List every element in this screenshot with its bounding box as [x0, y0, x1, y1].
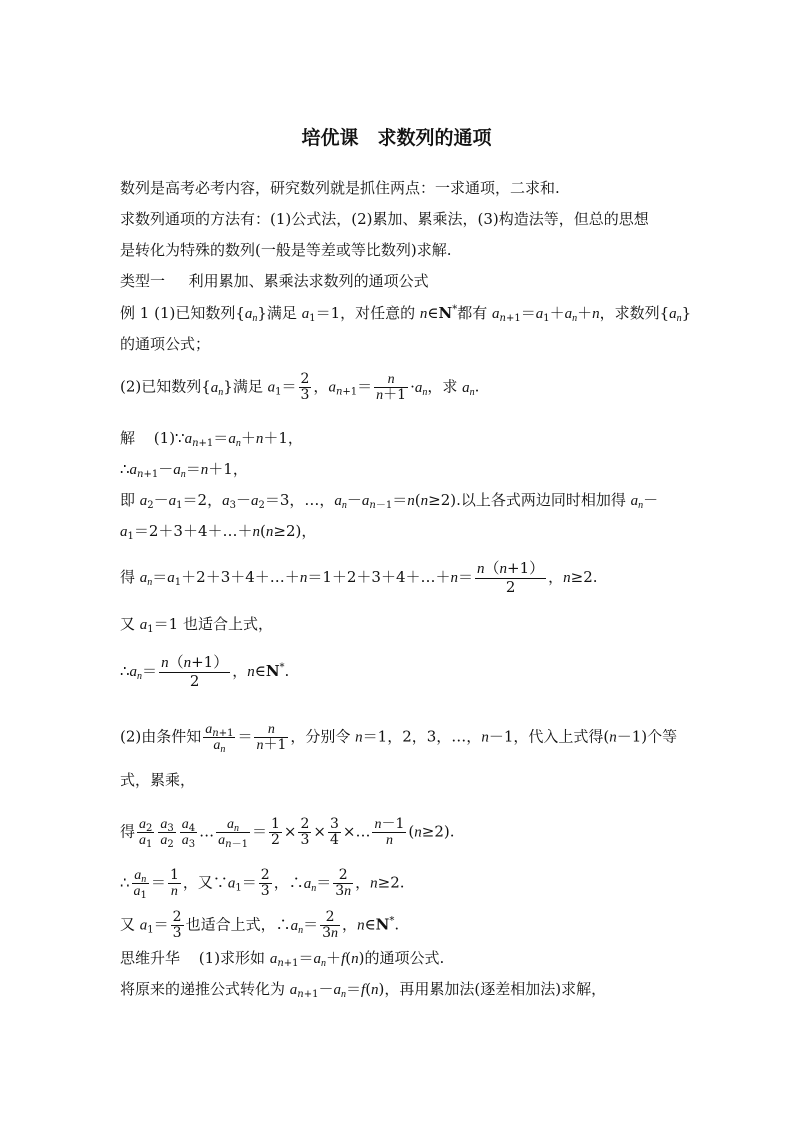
fraction: $\frac{3}{4}$: [329, 816, 339, 848]
fraction: $\frac{1}{2}$: [270, 816, 280, 848]
summary-line-2: 将原来的递推公式转化为 $a_{n+1}-a_n=f(n)$，再用累加法(逐差相加法)求解，: [120, 980, 607, 1000]
fraction: $\frac{n-1}{n}$: [374, 816, 405, 848]
fraction: $\frac{n}{n+1}$: [256, 722, 287, 753]
fraction: $\frac{n}{n+1}$: [376, 372, 407, 403]
solution-line-11: ∴ $\frac{a_n}{a_1}$ ＝ $\frac{1}{n}$ ，又$\because a_1=$ $\frac{2}{3}$ ，$\therefore a_n=$ $\frac{2}{3n}$ ，n≥2.: [120, 867, 405, 901]
solution-line-1: 解 $(1)\because a_{n+1}=a_n+n+1$，: [120, 429, 303, 449]
solution-line-9: 式，累乘，: [120, 771, 196, 789]
fraction: $\frac{a_n}{a_{n-1}}$: [218, 817, 248, 850]
type-heading: [120, 271, 429, 291]
solution-line-8: (2)由条件知 $\frac{a_{n+1}}{a_n}$ ＝ $\frac{n}{n+1}$ ，分别令 n＝1，2，3，…，n－1，代入上式得(n－1)个等: [120, 722, 678, 755]
fraction: $\frac{2}{3}$: [300, 816, 310, 848]
fraction: $\frac{2}{3n}$: [322, 909, 339, 941]
solution-line-3: 即 $a_2-a_1=2$，$a_3-a_2=3$，…，$a_n-a_{n-1}=n(n\ge 2)$.以上各式两边同时相加得 $a_n-$: [120, 491, 659, 511]
fraction: $\frac{n(n+1)}{2}$: [477, 559, 545, 596]
solution-line-7: $\therefore a_n=$ $\frac{n(n+1)}{2}$ ，n∈N*.: [120, 653, 290, 690]
example-label: 例 1: [120, 304, 150, 322]
fraction: $\frac{1}{n}$: [169, 867, 179, 899]
example-1-part-1: (1)已知数列$\{a_n\}$满足 $a_1=1$，对任意的 n∈N*都有 $a_{n+1}=a_1+a_n+n$，求数列$\{a_n\}$: [154, 304, 692, 324]
solution-line-6: 又 $a_1=1$ 也适合上式，: [120, 615, 273, 635]
example-1-line-2: 的通项公式；: [120, 335, 211, 353]
type-title: 利用累加、累乘法求数列的通项公式: [188, 272, 429, 290]
type-label: 类型一: [120, 272, 166, 290]
fraction: $\frac{2}{3}$: [260, 867, 270, 899]
fraction: $\frac{a_n}{a_1}$: [133, 868, 147, 901]
example-1-line-1: [120, 303, 691, 324]
page-title: 培优课 求数列的通项: [301, 127, 492, 149]
example-1-part-2: (2)已知数列$\{a_n\}$满足 $a_1=$ $\frac{2}{3}$ ，$a_{n+1}=$ $\frac{n}{n+1}$ $\cdot a_n$，求 $a_n$.: [120, 371, 480, 403]
solution-line-2: $\therefore a_{n+1}-a_n=n+1$，: [120, 460, 248, 480]
summary-label: 思维升华: [120, 949, 181, 967]
intro-line-1: 数列是高考必考内容，研究数列就是抓住两点：一求通项，二求和.: [120, 179, 560, 197]
fraction: $\frac{a_2}{a_1}$: [139, 817, 153, 850]
fraction: $\frac{2}{3}$: [172, 909, 182, 941]
fraction: $\frac{2}{3n}$: [335, 867, 352, 899]
fraction: $\frac{a_{n+1}}{a_n}$: [205, 722, 234, 755]
fraction: $\frac{2}{3}$: [300, 371, 310, 403]
intro-line-3: 是转化为特殊的数列(一般是等差或等比数列)求解.: [120, 241, 452, 259]
solution-line-4: $a_1=2+3+4+\dots+n(n\ge 2)$，: [120, 522, 317, 542]
solution-line-10: 得 $\frac{a_2}{a_1}$ $\frac{a_3}{a_2}$ $\frac{a_4}{a_3}$ … $\frac{a_n}{a_{n-1}}$ ＝ $\frac{1}{2}$ × $\frac{2}{3}$ × $\frac{3}{4}$ ×… $\frac{n-1}{n}$ (n≥2).: [120, 816, 455, 850]
intro-line-2: 求数列通项的方法有：(1)公式法，(2)累加、累乘法，(3)构造法等，但总的思想: [120, 210, 649, 228]
solution-line-5: 得 $a_n=a_1+2+3+4+\dots+n=1+2+3+4+\dots+n=$ $\frac{n(n+1)}{2}$ ，n≥2.: [120, 559, 598, 596]
summary-line-1: 思维升华 (1)求形如 $a_{n+1}=a_n+f(n)$的通项公式.: [120, 949, 445, 969]
solution-label: 解: [120, 429, 136, 447]
fraction: $\frac{a_4}{a_3}$: [181, 817, 196, 850]
solution-line-12: 又 $a_1=$ $\frac{2}{3}$ 也适合上式，$\therefore a_n=$ $\frac{2}{3n}$ ，n∈N*.: [120, 909, 400, 941]
fraction: $\frac{a_3}{a_2}$: [160, 817, 174, 850]
fraction: $\frac{n(n+1)}{2}$: [161, 653, 229, 690]
